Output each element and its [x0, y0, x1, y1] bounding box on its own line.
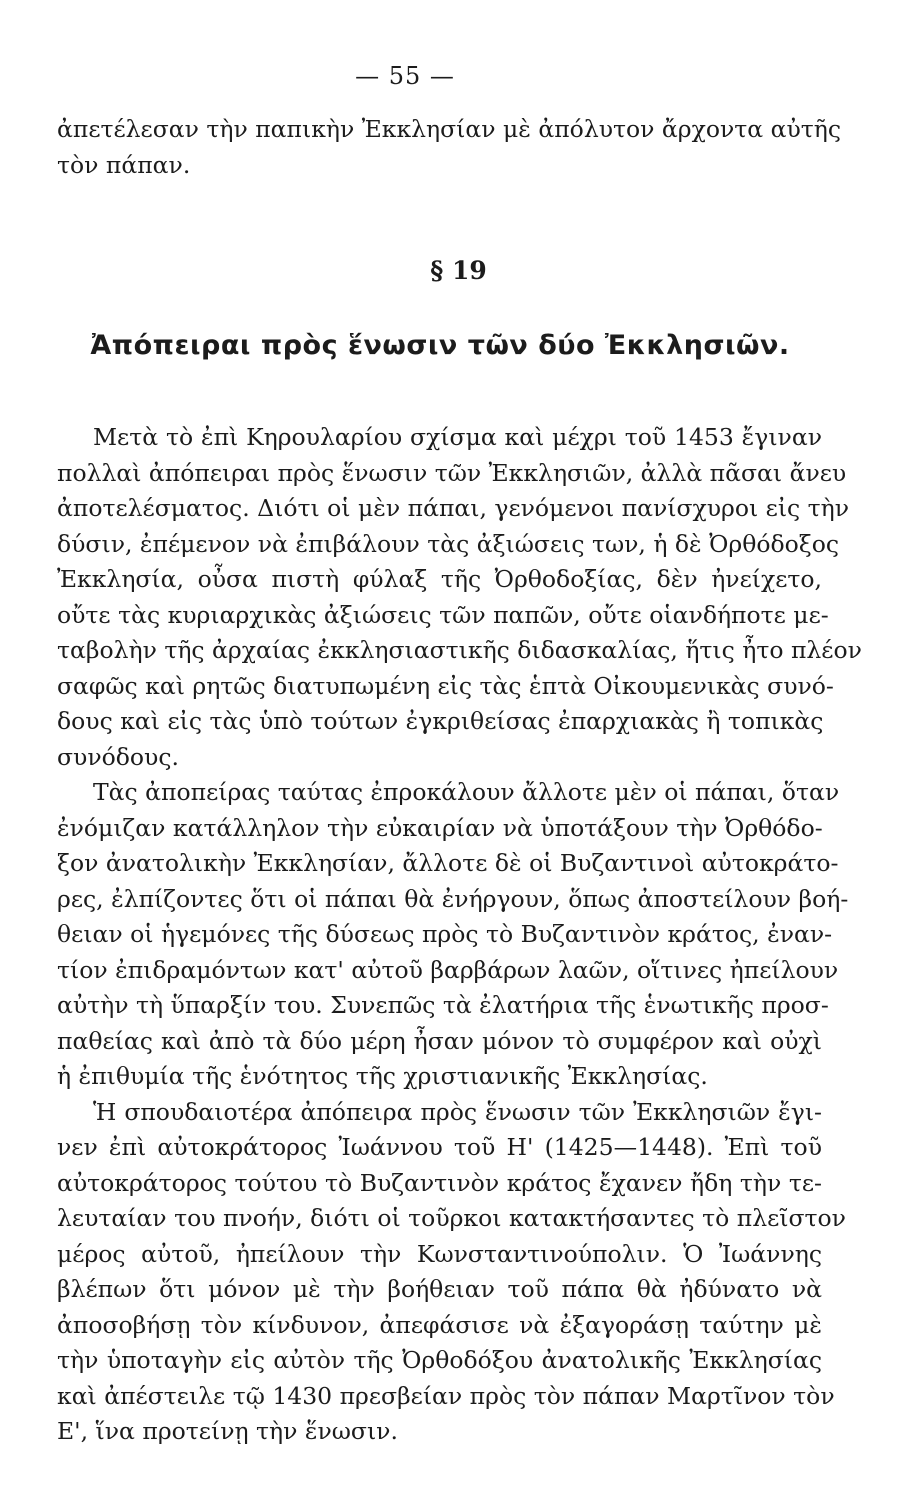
text-line: νεν ἐπὶ αὐτοκράτορος Ἰωάννου τοῦ Η' (1425—1448). Ἐπὶ τοῦ: [57, 1133, 822, 1161]
text-line: αὐτὴν τὴ ὕπαρξίν του. Συνεπῶς τὰ ἐλατήρια τῆς ἑνωτικῆς προσ-: [57, 991, 829, 1019]
text-line: ξον ἀνατολικὴν Ἐκκλησίαν, ἄλλοτε δὲ οἱ Βυζαντινοὶ αὐτοκράτο-: [57, 849, 839, 877]
text-line: σαφῶς καὶ ρητῶς διατυπωμένη εἰς τὰς ἑπτὰ Οἰκουμενικὰς συνό-: [57, 671, 834, 700]
paragraph: [57, 1095, 846, 1450]
text-line: Ε', ἵνα προτείνῃ τὴν ἕνωσιν.: [57, 1417, 398, 1445]
text-line: καὶ ἀπέστειλε τῷ 1430 πρεσβείαν πρὸς τὸν πάπαν Μαρτῖνον τὸν: [57, 1381, 835, 1410]
text-line: ἡ ἐπιθυμία τῆς ἑνότητος τῆς χριστιανικῆς Ἐκκλησίας.: [57, 1062, 708, 1090]
intro-text: [57, 112, 842, 183]
text-line: ἐνόμιζαν κατάλληλον τὴν εὐκαιρίαν νὰ ὑποτάξουν τὴν Ὀρθόδο-: [57, 813, 823, 842]
text-line: συνόδους.: [57, 742, 179, 771]
page-number: — 55 —: [355, 62, 455, 90]
text-line: τὸν πάπαν.: [57, 150, 191, 179]
text-line: μέρος αὐτοῦ, ἠπείλουν τὴν Κωνσταντινούπολιν. Ὁ Ἰωάννης: [57, 1239, 822, 1268]
section-number: § 19: [430, 256, 487, 285]
text-line: παθείας καὶ ἀπὸ τὰ δύο μέρη ἦσαν μόνον τὸ συμφέρον καὶ οὐχὶ: [57, 1026, 822, 1055]
text-line: ἀποσοβήσῃ τὸν κίνδυνον, ἀπεφάσισε νὰ ἐξαγοράσῃ ταύτην μὲ: [57, 1310, 822, 1339]
text-line: ἀπετέλεσαν τὴν παπικὴν Ἐκκλησίαν μὲ ἀπόλυτον ἄρχοντα αὐτῆς: [57, 115, 842, 143]
text-line: Τὰς ἀποπείρας ταύτας ἐπροκάλουν ἄλλοτε μὲν οἱ πάπαι, ὅταν: [93, 778, 840, 806]
text-line: βλέπων ὅτι μόνον μὲ τὴν βοήθειαν τοῦ πάπα θὰ ἠδύνατο νὰ: [57, 1275, 822, 1303]
body-text: [57, 420, 862, 1450]
text-line: λευταίαν του πνοήν, διότι οἱ τοῦρκοι κατακτήσαντες τὸ πλεῖστον: [57, 1204, 846, 1232]
text-line: ταβολὴν τῆς ἀρχαίας ἐκκλησιαστικῆς διδασκαλίας, ἥτις ἦτο πλέον: [57, 636, 862, 664]
text-line: αὐτοκράτορος τούτου τὸ Βυζαντινὸν κράτος ἔχανεν ἤδη τὴν τε-: [57, 1168, 822, 1197]
section-title: Ἀπόπειραι πρὸς ἕνωσιν τῶν δύο Ἐκκλησιῶν.: [90, 330, 790, 361]
text-line: Ἡ σπουδαιοτέρα ἀπόπειρα πρὸς ἕνωσιν τῶν Ἐκκλησιῶν ἔγι-: [93, 1097, 822, 1126]
text-line: δύσιν, ἐπέμενον νὰ ἐπιβάλουν τὰς ἀξιώσεις των, ἡ δὲ Ὀρθόδοξος: [57, 529, 840, 558]
text-line: ἀποτελέσματος. Διότι οἱ μὲν πάπαι, γενόμενοι πανίσχυροι εἰς τὴν: [57, 494, 850, 522]
text-line: πολλαὶ ἀπόπειραι πρὸς ἕνωσιν τῶν Ἐκκλησιῶν, ἀλλὰ πᾶσαι ἄνευ: [57, 458, 847, 487]
text-line: δους καὶ εἰς τὰς ὑπὸ τούτων ἐγκριθείσας ἐπαρχιακὰς ἢ τοπικὰς: [57, 707, 824, 735]
text-line: τίον ἐπιδραμόντων κατ' αὐτοῦ βαρβάρων λαῶν, οἵτινες ἠπείλουν: [57, 955, 839, 984]
text-line: Ἐκκλησία, οὖσα πιστὴ φύλαξ τῆς Ὀρθοδοξίας, δὲν ἠνείχετο,: [57, 565, 822, 593]
paragraph: [57, 775, 849, 1095]
text-line: Μετὰ τὸ ἐπὶ Κηρουλαρίου σχίσμα καὶ μέχρι τοῦ 1453 ἔγιναν: [93, 423, 822, 451]
paragraph: [57, 420, 862, 775]
text-line: θειαν οἱ ἡγεμόνες τῆς δύσεως πρὸς τὸ Βυζαντινὸν κράτος, ἐναν-: [57, 920, 833, 948]
text-line: οὔτε τὰς κυριαρχικὰς ἀξιώσεις τῶν παπῶν, οὔτε οἱανδήποτε με-: [57, 600, 829, 629]
text-line: ρες, ἐλπίζοντες ὅτι οἱ πάπαι θὰ ἐνήργουν, ὅπως ἀποστείλουν βοή-: [57, 884, 849, 913]
text-line: τὴν ὑποταγὴν εἰς αὐτὸν τῆς Ὀρθοδόξου ἀνατολικῆς Ἐκκλησίας: [57, 1346, 822, 1374]
